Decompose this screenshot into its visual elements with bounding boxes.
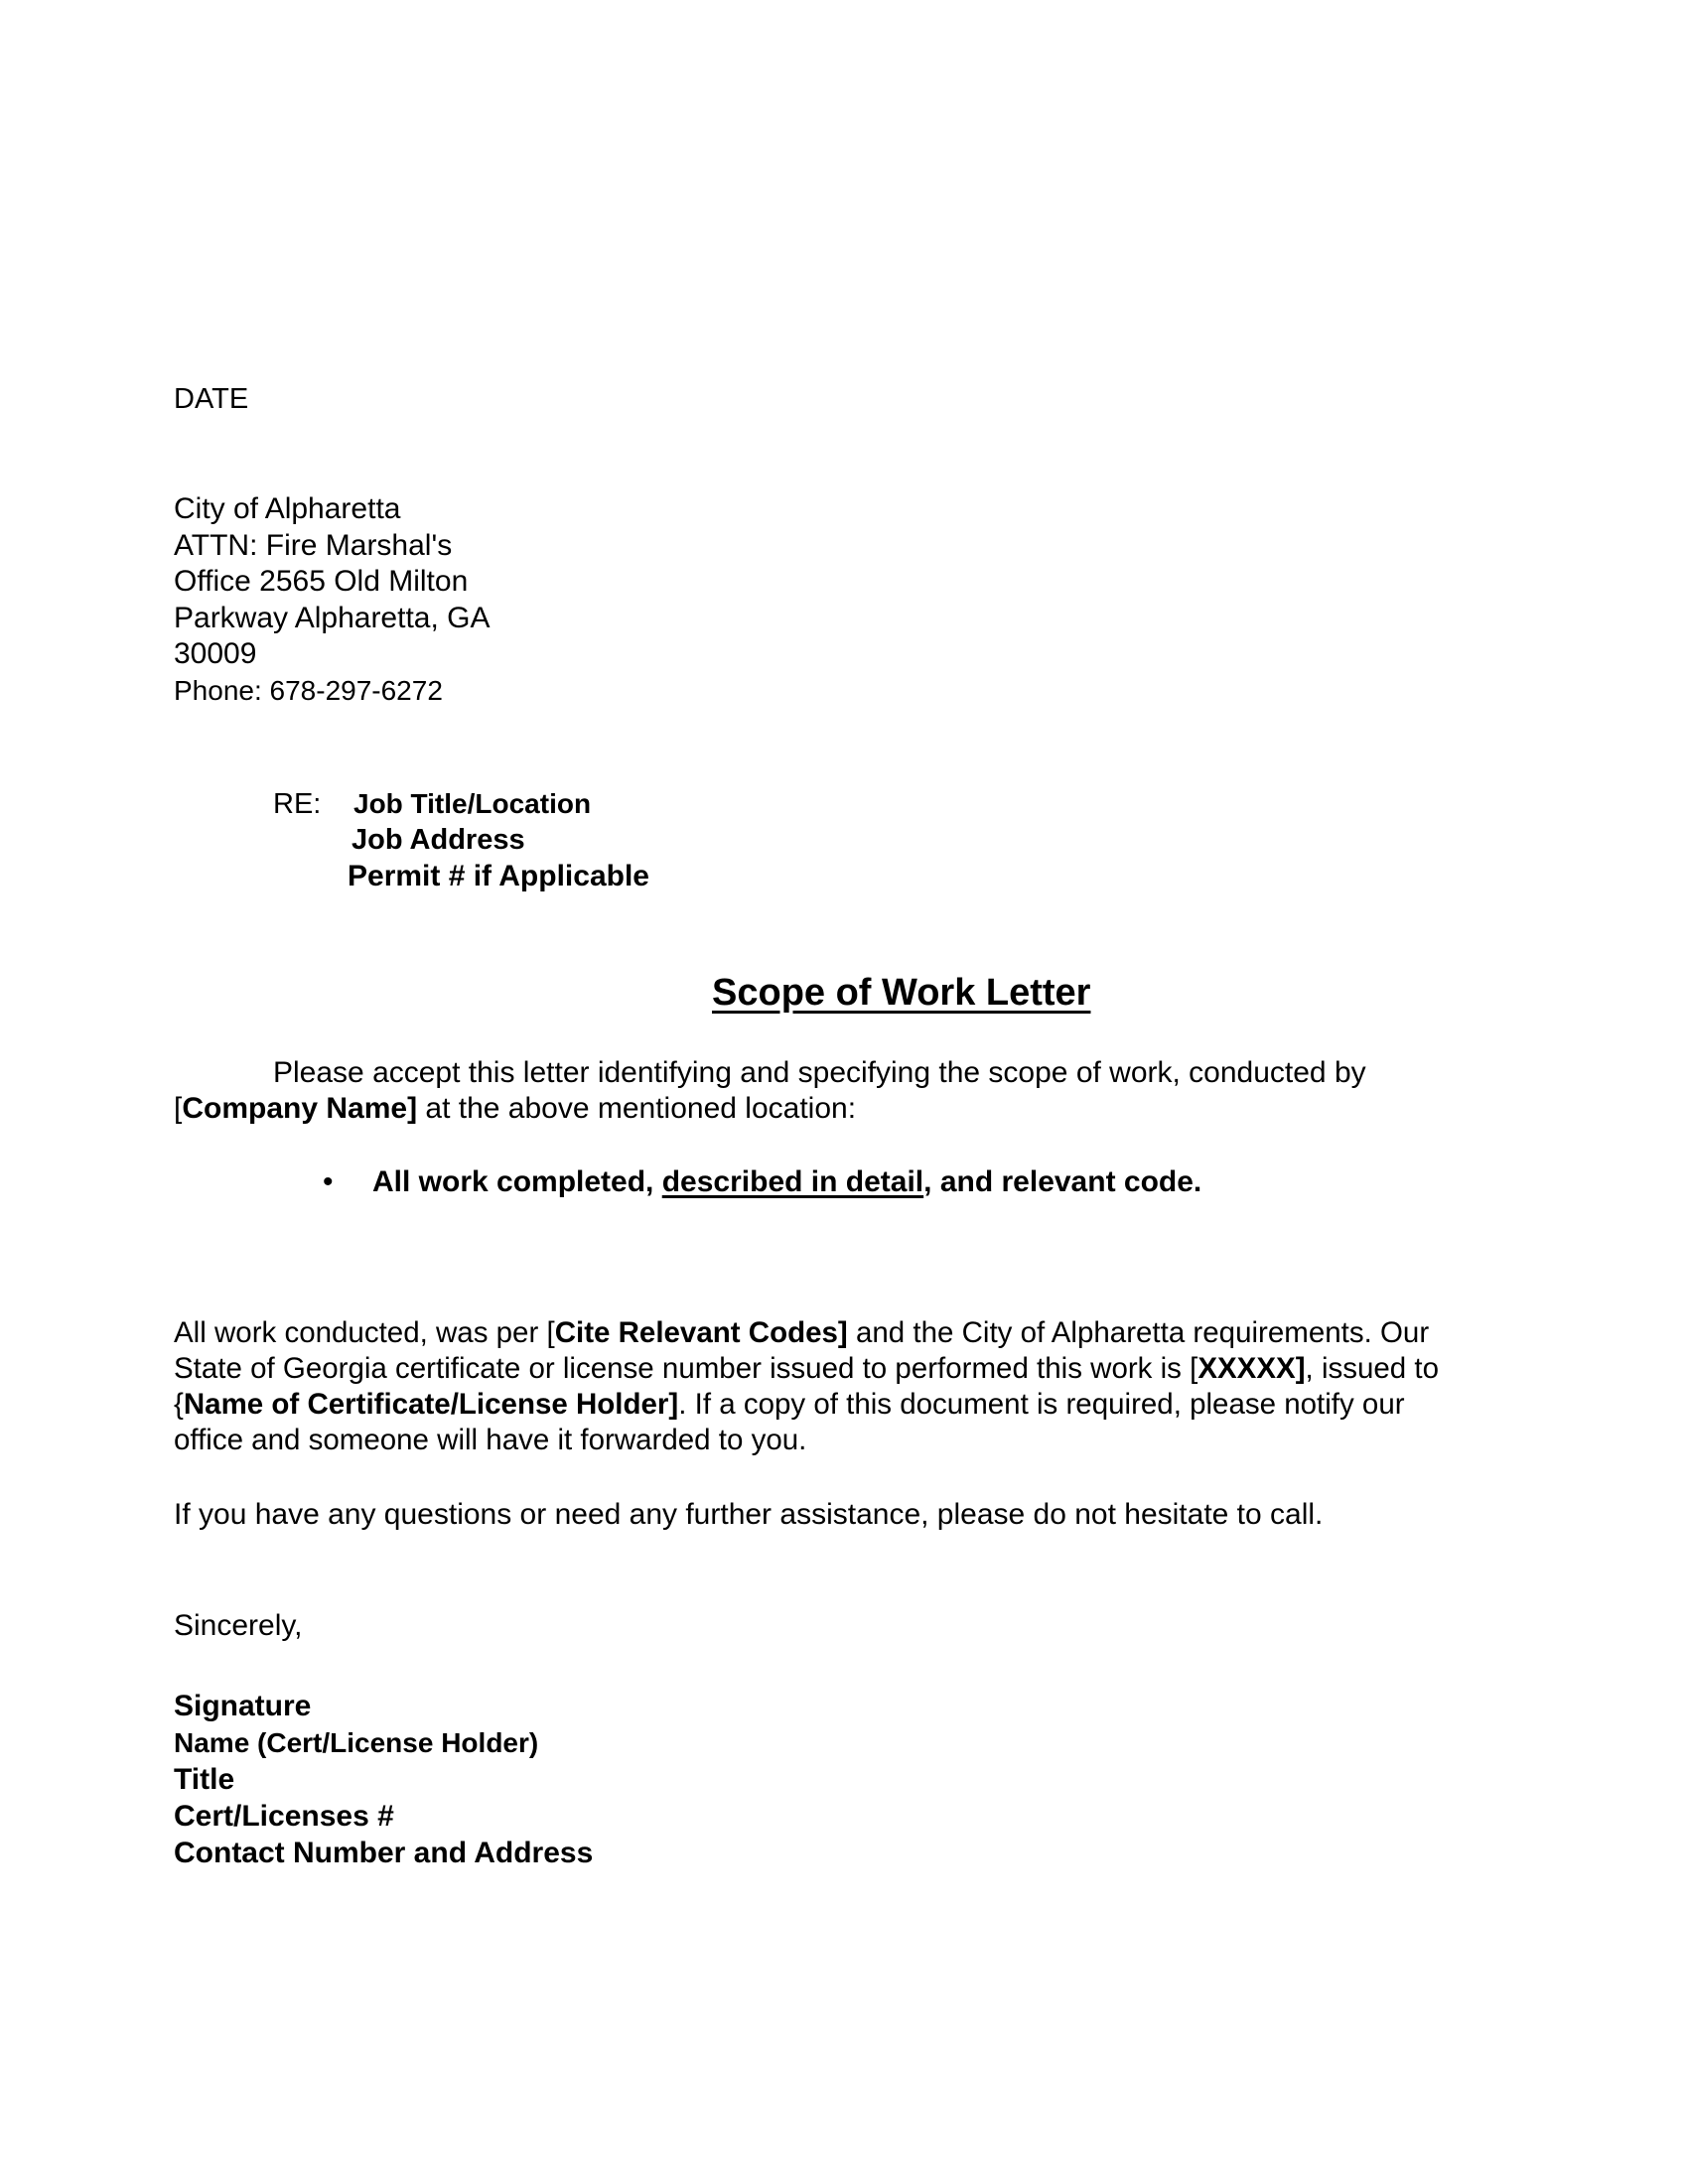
re-label: RE: [273, 788, 322, 820]
intro-line: Please accept this letter identifying and specifying the scope of work, conducted by [273, 1056, 1366, 1089]
intro-line [174, 1091, 856, 1127]
license-number-placeholder: XXXXX] [1197, 1352, 1306, 1385]
bullet-text-underlined: described in detail [661, 1165, 924, 1198]
text-span: and the City of Alpharetta requirements. Our [847, 1316, 1430, 1349]
bullet-text-part: , and relevant code. [923, 1165, 1202, 1198]
intro-text: at the above mentioned location: [417, 1092, 857, 1125]
text-span: All work conducted, was per [ [174, 1316, 555, 1349]
letter-heading: Scope of Work Letter [712, 972, 1091, 1014]
address-line: ATTN: Fire Marshal's [174, 528, 453, 562]
codes-placeholder: Cite Relevant Codes] [554, 1316, 848, 1349]
questions-line: If you have any questions or need any further assistance, please do not hesitate to call. [174, 1498, 1324, 1531]
bullet-icon: • [323, 1165, 334, 1198]
re-job-address: Job Address [352, 824, 525, 856]
holder-name-placeholder: Name of Certificate/License Holder] [183, 1388, 679, 1421]
text-span: , issued to [1305, 1352, 1440, 1385]
bullet-text-part: All work completed, [372, 1165, 662, 1198]
company-name: Company Name] [182, 1092, 418, 1125]
letter-date: DATE [174, 383, 249, 415]
intro-bracket: [ [174, 1092, 183, 1125]
recipient-address [174, 491, 491, 709]
text-span: { [174, 1388, 184, 1421]
address-line: 30009 [174, 637, 257, 670]
address-line: Office 2565 Old Milton [174, 565, 469, 598]
bullet-item [372, 1164, 1201, 1200]
signature-block [174, 1688, 593, 1871]
paragraph-line [174, 1387, 1439, 1423]
paragraph-line: office and someone will have it forwarded to you. [174, 1424, 807, 1456]
closing: Sincerely, [174, 1609, 303, 1642]
signer-contact: Contact Number and Address [174, 1837, 594, 1869]
address-line: City of Alpharetta [174, 492, 401, 525]
signature-line: Signature [174, 1690, 312, 1722]
signer-license: Cert/Licenses # [174, 1800, 394, 1833]
text-span: State of Georgia certificate or license number issued to performed this work is [ [174, 1352, 1198, 1385]
address-line: Parkway Alpharetta, GA [174, 601, 491, 634]
paragraph-line [174, 1351, 1439, 1387]
address-phone: Phone: 678-297-6272 [174, 674, 443, 706]
re-job-title: Job Title/Location [353, 788, 592, 819]
signer-title: Title [174, 1763, 235, 1796]
re-permit: Permit # if Applicable [348, 860, 649, 892]
body-paragraph [174, 1315, 1439, 1458]
signer-name: Name (Cert/License Holder) [174, 1727, 539, 1758]
text-span: . If a copy of this document is required, please notify our [678, 1388, 1405, 1421]
paragraph-line [174, 1315, 1439, 1351]
